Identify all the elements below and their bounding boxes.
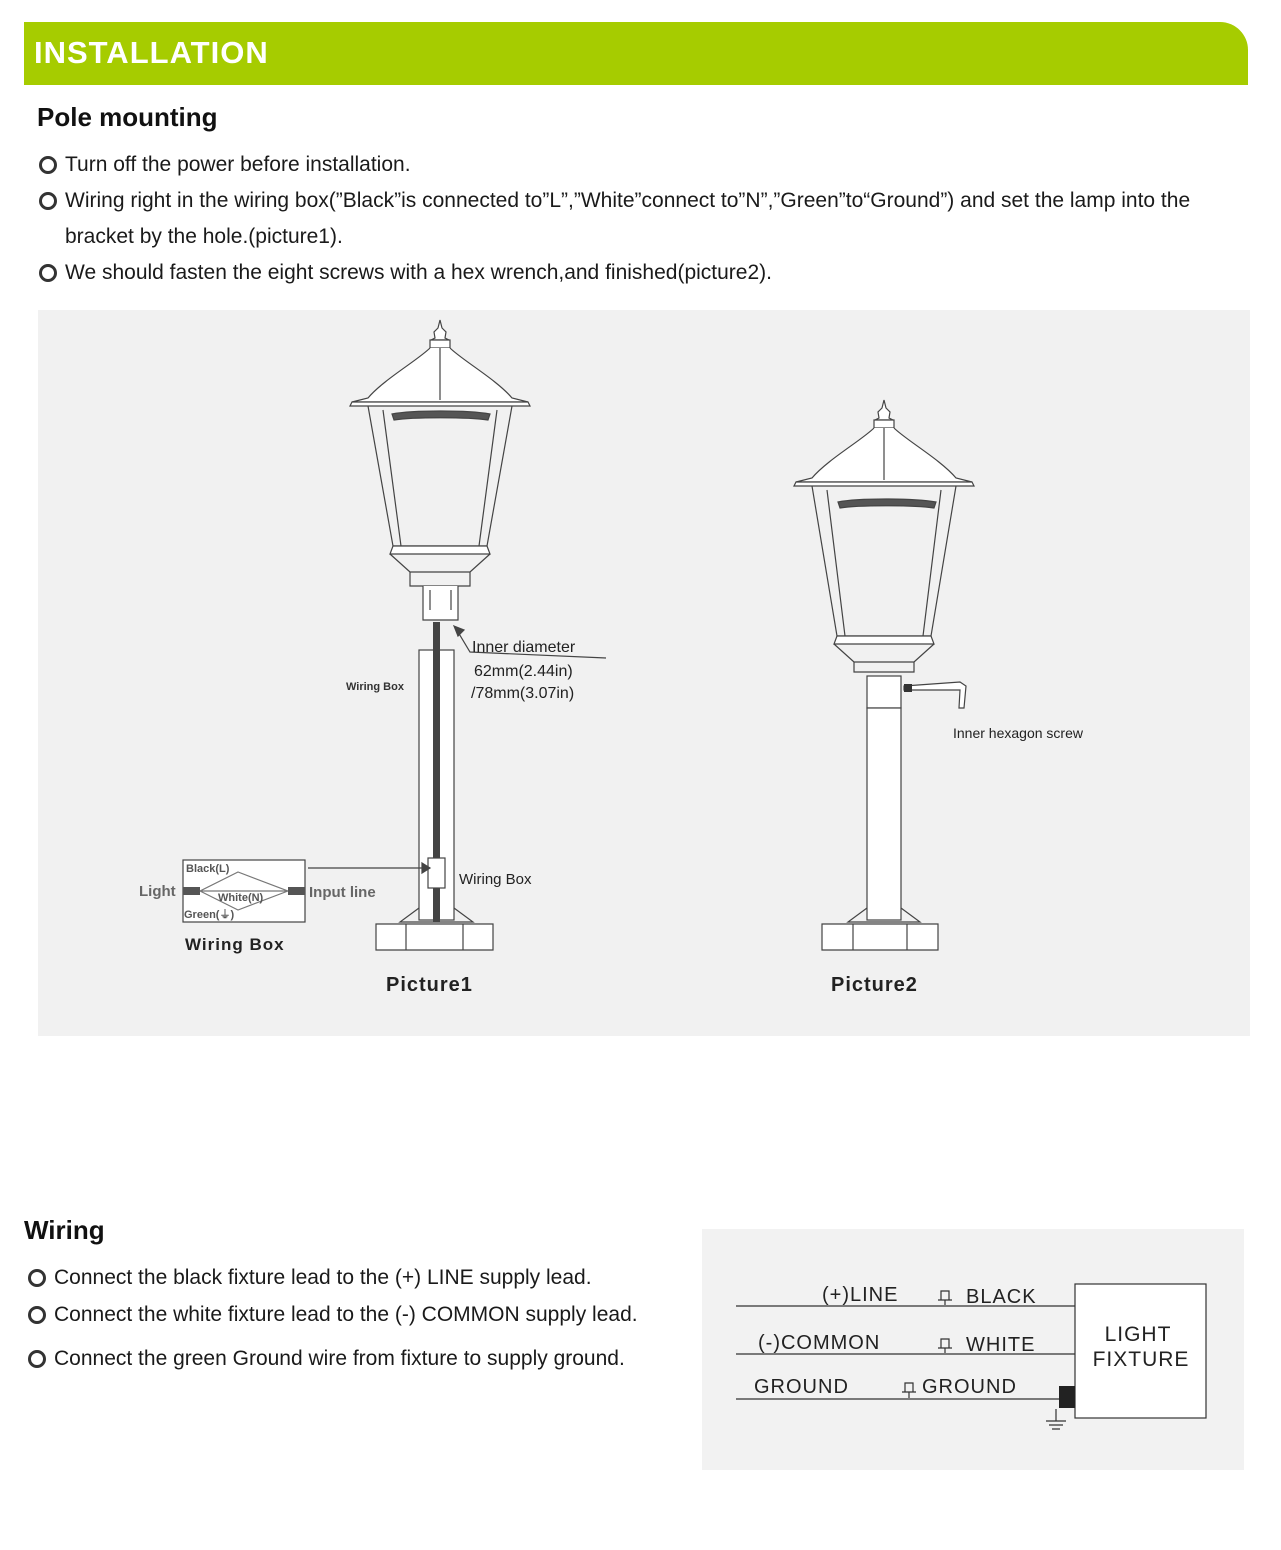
- fixture-label-line2: FIXTURE: [1092, 1348, 1190, 1371]
- wiring-diagram: [702, 1229, 1244, 1470]
- ground-symbol-icon: [1046, 1409, 1066, 1429]
- picture1-caption: Picture1: [386, 974, 473, 996]
- black-label: BLACK: [966, 1286, 1037, 1308]
- ground-terminal: [1059, 1386, 1075, 1408]
- pole-mounting-heading: Pole mounting: [37, 102, 218, 132]
- connector-icon: [938, 1339, 952, 1353]
- common-label: (-)COMMON: [758, 1332, 881, 1354]
- lamp-head-1: [350, 320, 530, 620]
- list-item: Connect the green Ground wire from fixture to supply ground.: [26, 1341, 696, 1377]
- connector-icon: [902, 1383, 916, 1398]
- wiring-diagram-panel: [702, 1229, 1244, 1470]
- wiring-box-small-label: Wiring Box: [346, 681, 404, 693]
- bullet-ring-icon: [39, 264, 57, 282]
- bullet-ring-icon: [28, 1350, 46, 1368]
- inset-input-label: Input line: [309, 884, 376, 901]
- hex-wrench-icon: [904, 682, 966, 708]
- ground-right-label: GROUND: [922, 1376, 1017, 1398]
- header-banner: [24, 22, 1248, 85]
- list-item: Turn off the power before installation.: [37, 147, 1252, 183]
- ground-left-label: GROUND: [754, 1376, 849, 1398]
- bullet-ring-icon: [28, 1306, 46, 1324]
- connector-icon: [938, 1291, 952, 1305]
- pole-mounting-list: [37, 147, 1252, 291]
- picture2-caption: Picture2: [831, 974, 918, 996]
- inner-diameter-label: Inner diameter: [472, 639, 576, 656]
- bullet-ring-icon: [39, 156, 57, 174]
- inset-white-label: White(N): [218, 892, 264, 904]
- installation-diagram: [38, 310, 1250, 1036]
- white-label: WHITE: [966, 1334, 1036, 1356]
- installation-figure: [38, 310, 1250, 1036]
- size-label-2: /78mm(3.07in): [471, 685, 575, 702]
- wiring-heading: Wiring: [24, 1215, 105, 1245]
- list-item: Wiring right in the wiring box(”Black”is connected to”L”,”White”connect to”N”,”Green”to“Ground”) and set the lamp into the bracket by the hole.(picture1).: [37, 183, 1252, 255]
- size-label-1: 62mm(2.44in): [474, 663, 573, 680]
- inset-caption: Wiring Box: [185, 935, 285, 954]
- fixture-label-line1: LIGHT: [1104, 1323, 1172, 1346]
- lamp-2: [794, 400, 974, 950]
- inset-green-label: Green(⏚): [184, 909, 235, 921]
- list-item: Connect the black fixture lead to the (+) LINE supply lead.: [26, 1260, 696, 1296]
- list-item: Connect the white fixture lead to the (-) COMMON supply lead.: [26, 1297, 696, 1333]
- inset-black-label: Black(L): [186, 863, 230, 875]
- line-label: (+)LINE: [822, 1284, 899, 1306]
- list-item: We should fasten the eight screws with a hex wrench,and finished(picture2).: [37, 255, 1252, 291]
- wiring-list: [26, 1260, 696, 1377]
- hex-screw-label: Inner hexagon screw: [953, 725, 1083, 741]
- bullet-ring-icon: [39, 192, 57, 210]
- diameter-arrow-icon: [454, 626, 464, 636]
- bullet-ring-icon: [28, 1269, 46, 1287]
- page-title: INSTALLATION: [34, 35, 269, 70]
- inset-light-label: Light: [139, 883, 176, 900]
- wiring-box-side-label: Wiring Box: [459, 871, 532, 888]
